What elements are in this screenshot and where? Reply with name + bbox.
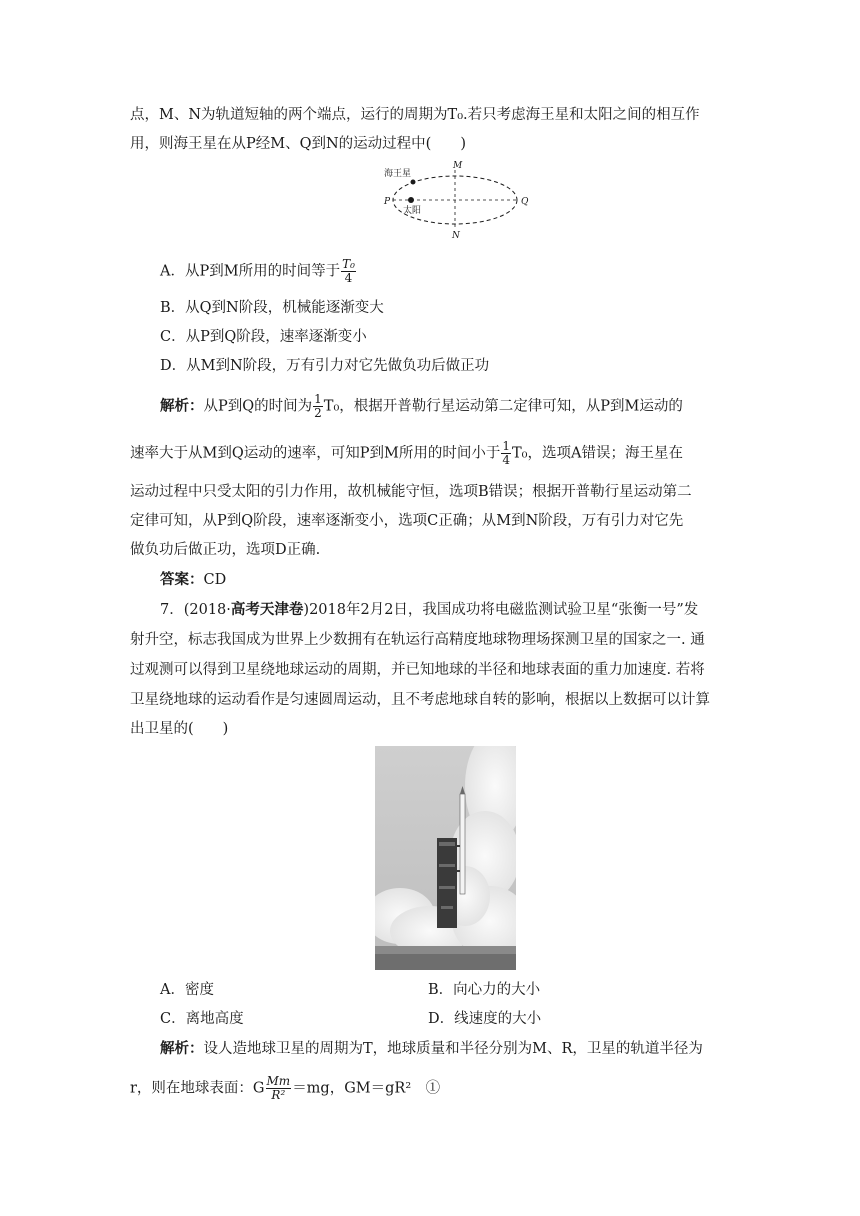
q6-analysis-label: 解析： <box>160 397 204 415</box>
q6-analysis-line4: 定律可知，从P到Q阶段，速率逐渐变小，选项C正确；从M到N阶段，万有引力对它先 <box>130 513 684 529</box>
q6-stem-line1: 点，M、N为轨道短轴的两个端点，运行的周期为T₀.若只考虑海王星和太阳之间的相互作 <box>130 107 700 123</box>
q7-option-c: C．离地高度 <box>160 1011 244 1027</box>
q7-analysis-label: 解析： <box>160 1040 204 1057</box>
q6-option-b: B．从Q到N阶段，机械能逐渐变大 <box>160 300 384 316</box>
label-P: P <box>384 197 391 207</box>
rocket-launch-photo <box>375 746 516 970</box>
q7-analysis-line1: 解析：设人造地球卫星的周期为T，地球质量和半径分别为M、R，卫星的轨道半径为 <box>160 1040 703 1057</box>
q6-answer <box>160 569 226 591</box>
q7-option-d: D．线速度的大小 <box>428 1011 542 1027</box>
q6-analysis-frac1: $\frac{1}{2}$ <box>314 392 322 420</box>
q7-stem-line1: 7．(2018·高考天津卷)2018年2月2日，我国成功将电磁监测试验卫星“张衡一号”发 <box>160 601 699 618</box>
neptune-dot <box>411 180 416 185</box>
q7-stem-line2: 射升空，标志我国成为世界上少数拥有在轨运行高精度地球物理场探测卫星的国家之一. 通 <box>130 632 705 648</box>
q6-option-a <box>160 258 357 285</box>
label-N: N <box>452 231 460 238</box>
q7-option-b: B．向心力的大小 <box>428 982 541 998</box>
q6-stem-line2: 用，则海王星在从P经M、Q到N的运动过程中( ) <box>130 136 466 152</box>
q6-analysis-line2: 速率大于从M到Q运动的速率，可知P到M所用的时间小于 $\frac{1}{4}$ T₀，选项A错误；海王星在 <box>130 439 683 467</box>
sun-dot <box>408 197 414 203</box>
q6-analysis-line1: 解析：从P到Q的时间为 $\frac{1}{2}$ T₀，根据开普勒行星运动第二定律可知，从P到M运动的 <box>160 392 683 420</box>
label-sun: 太阳 <box>403 206 422 216</box>
q7-analysis-frac: $\frac{Mm}{\text{R²}}$ <box>266 1074 291 1102</box>
q7-source: 高考天津卷 <box>230 601 304 618</box>
q6-option-a-fraction: $\frac{\text{T₀}}{4}$ <box>342 257 355 285</box>
label-neptune: 海王星 <box>384 169 412 179</box>
q7-stem-line3: 过观测可以得到卫星绕地球运动的周期，并已知地球的半径和地球表面的重力加速度. 若将 <box>130 662 705 678</box>
q6-analysis-frac2: $\frac{1}{4}$ <box>502 439 510 467</box>
orbit-diagram <box>380 160 530 238</box>
q7-option-a: A．密度 <box>160 982 214 998</box>
label-M: M <box>453 161 463 171</box>
q6-answer-value: CD <box>203 572 227 588</box>
label-Q: Q <box>521 197 529 207</box>
q6-answer-label: 答案： <box>160 571 204 588</box>
q7-analysis-line2: r，则在地球表面：G $\frac{Mm}{\text{R²}}$ ＝mg，GM＝gR² ① <box>130 1074 441 1102</box>
q7-stem-line5: 出卫星的( ) <box>130 721 229 737</box>
q7-stem-line4: 卫星绕地球的运动看作是匀速圆周运动，且不考虑地球自转的影响，根据以上数据可以计算 <box>130 692 710 708</box>
q6-option-a-text: A．从P到M所用的时间等于 <box>160 263 341 280</box>
q6-analysis-line5: 做负功后做正功，选项D正确. <box>130 542 321 558</box>
q6-analysis-line3: 运动过程中只受太阳的引力作用，故机械能守恒，选项B错误；根据开普勒行星运动第二 <box>130 484 692 500</box>
q6-option-d: D．从M到N阶段，万有引力对它先做负功后做正功 <box>160 358 490 374</box>
q6-option-c: C．从P到Q阶段，速率逐渐变小 <box>160 329 367 345</box>
